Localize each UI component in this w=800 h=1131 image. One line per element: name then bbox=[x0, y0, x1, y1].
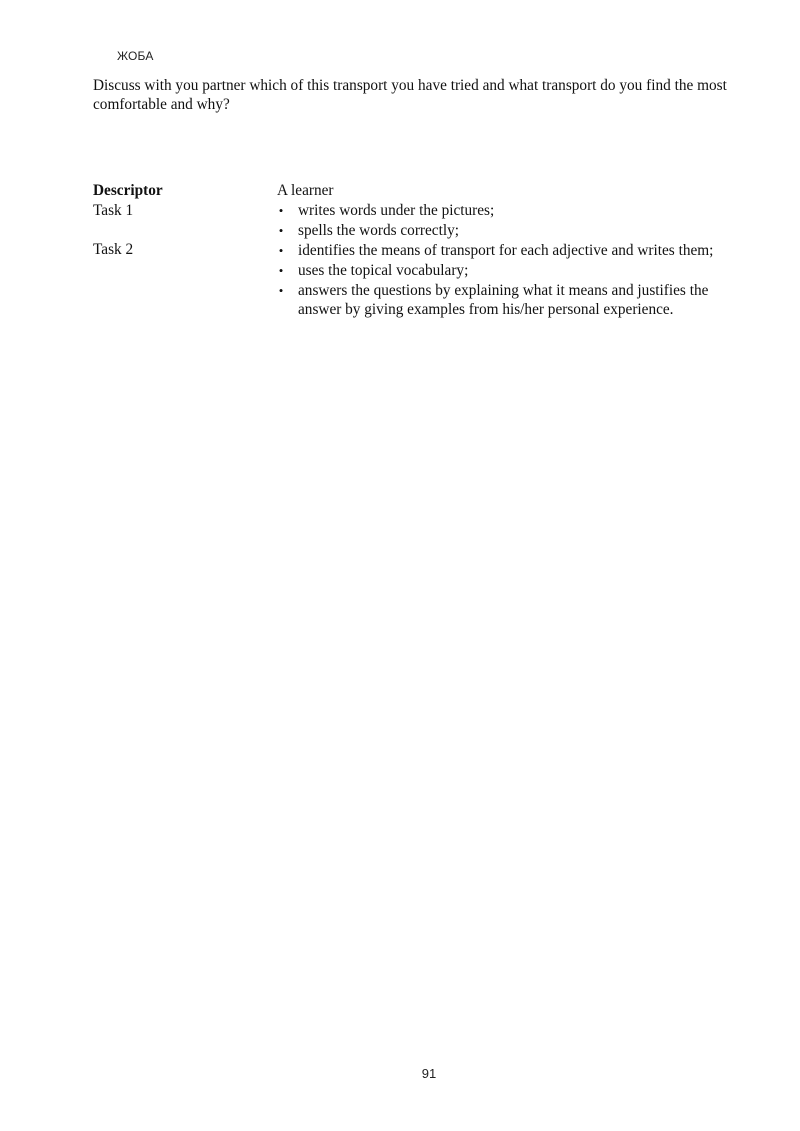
list-item-text: identifies the means of transport for each adjective and writes them; bbox=[298, 242, 714, 259]
bullet-icon: • bbox=[278, 283, 284, 298]
list-item bbox=[276, 261, 716, 280]
descriptor-right-column bbox=[276, 181, 716, 320]
list-item bbox=[276, 281, 716, 319]
discussion-instruction: Discuss with you partner which of this transport you have tried and what transport do you find the most comfortable and why? bbox=[93, 77, 727, 113]
task-2-label: Task 2 bbox=[93, 241, 134, 258]
descriptor-heading: Descriptor bbox=[93, 182, 163, 199]
list-item-text: writes words under the pictures; bbox=[298, 202, 495, 219]
list-item bbox=[276, 201, 716, 220]
bullet-icon: • bbox=[278, 223, 284, 238]
list-item-text: answers the questions by explaining what it means and justifies the answer by giving examples from his/her personal experience. bbox=[298, 282, 709, 318]
descriptor-left-column bbox=[93, 181, 263, 259]
descriptor-list bbox=[276, 201, 716, 319]
list-item-text: uses the topical vocabulary; bbox=[298, 262, 469, 279]
bullet-icon: • bbox=[278, 243, 284, 258]
task-1-label: Task 1 bbox=[93, 202, 134, 219]
page-number: 91 bbox=[421, 1066, 437, 1081]
bullet-icon: • bbox=[278, 263, 284, 278]
list-item-text: spells the words correctly; bbox=[298, 222, 459, 239]
bullet-icon: • bbox=[278, 203, 284, 218]
header-label: ЖОБА bbox=[117, 49, 154, 63]
list-item bbox=[276, 241, 716, 260]
descriptor-lead: A learner bbox=[277, 182, 334, 199]
list-item bbox=[276, 221, 716, 240]
